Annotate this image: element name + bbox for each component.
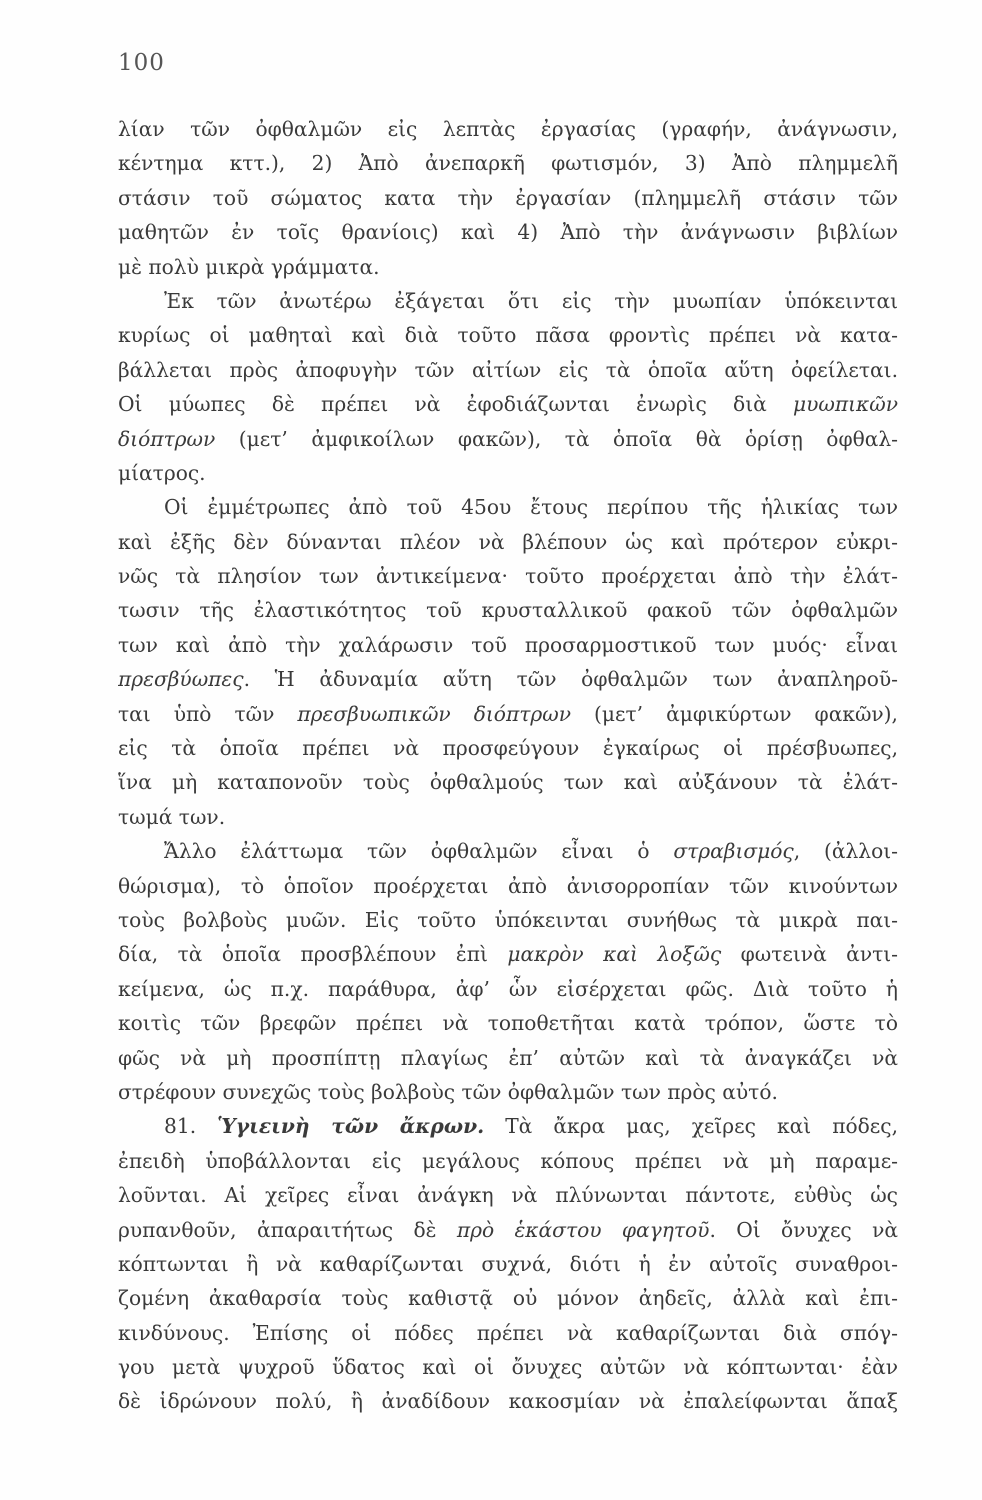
text-line: μίατρος.	[118, 460, 206, 485]
italic-term: πρεσβυωπικῶν διόπτρων	[297, 701, 571, 726]
italic-term: διόπτρων	[118, 426, 216, 451]
text-segment: δία, τὰ ὁποῖα προσβλέπουν ἐπὶ	[118, 942, 508, 967]
text-line: νῶς τὰ πλησίον των ἀντικείμενα· τοῦτο προέρχεται ἀπὸ τὴν ἐλάτ-	[118, 564, 898, 589]
italic-term: πρεσβύωπες	[118, 667, 244, 692]
italic-term: μακρὸν καὶ λοξῶς	[507, 942, 722, 967]
text-line: λοῦνται. Αἱ χεῖρες εἶναι ἀνάγκη νὰ πλύνωνται πάντοτε, εὐθὺς ὡς	[118, 1183, 898, 1208]
text-line: κείμενα, ὡς π.χ. παράθυρα, ἀφ’ ὧν εἰσέρχεται φῶς. Διὰ τοῦτο ἡ	[118, 976, 898, 1001]
page-number: 100	[118, 50, 165, 76]
text-line: ἐπειδὴ ὑποβάλλονται εἰς μεγάλους κόπους πρέπει νὰ μὴ παραμε-	[118, 1148, 898, 1173]
text-line: τοὺς βολβοὺς μυῶν. Εἰς τοῦτο ὑπόκεινται συνήθως τὰ μικρὰ παι-	[118, 907, 898, 932]
text-line: τωμά των.	[118, 804, 226, 829]
text-segment: . Οἱ ὄνυχες νὰ	[709, 1217, 898, 1242]
text-line	[118, 422, 898, 456]
italic-term: στραβισμός	[673, 839, 794, 864]
text-segment: φωτεινὰ ἀντι-	[721, 942, 898, 967]
text-segment: (μετ’ ἀμφικοίλων φακῶν), τὰ ὁποῖα θὰ ὁρίσῃ ὀφθαλ-	[215, 426, 898, 451]
text-line: βάλλεται πρὸς ἀποφυγὴν τῶν αἰτίων εἰς τὰ ὁποῖα αὕτη ὀφείλεται.	[118, 357, 898, 382]
text-line: στρέφουν συνεχῶς τοὺς βολβοὺς τῶν ὀφθαλμῶν των πρὸς αὐτό.	[118, 1079, 778, 1104]
section-title: Ὑγιεινὴ τῶν ἄκρων.	[217, 1114, 485, 1139]
text-line: εἰς τὰ ὁποῖα πρέπει νὰ προσφεύγουν ἐγκαίρως οἱ πρέσβυωπες,	[118, 736, 898, 761]
paragraph-start-line: Οἱ ἐμμέτρωπες ἀπὸ τοῦ 45ου ἔτους περίπου τῆς ἡλικίας των	[164, 495, 898, 520]
text-line: μαθητῶν ἐν τοῖς θρανίοις) καὶ 4) Ἀπὸ τὴν ἀνάγνωσιν βιβλίων	[118, 220, 898, 245]
text-segment: , (ἀλλοι-	[793, 839, 898, 864]
paragraph-start-line	[118, 834, 898, 868]
text-line: λίαν τῶν ὀφθαλμῶν εἰς λεπτὰς ἐργασίας (γραφήν, ἀνάγνωσιν,	[118, 117, 898, 141]
text-line: θώρισμα), τὸ ὁποῖον προέρχεται ἀπὸ ἀνισορροπίαν τῶν κινούντων	[118, 873, 898, 898]
section-heading-line	[118, 1109, 898, 1143]
text-line: ζομένη ἀκαθαρσία τοὺς καθιστᾷ οὐ μόνον ἀηδεῖς, ἀλλὰ καὶ ἐπι-	[118, 1286, 898, 1311]
text-line: φῶς νὰ μὴ προσπίπτῃ πλαγίως ἐπ’ αὐτῶν καὶ τὰ ἀναγκάζει νὰ	[118, 1045, 898, 1070]
text-segment: . Ἡ ἀδυναμία αὕτη τῶν ὀφθαλμῶν των ἀναπληροῦ-	[243, 667, 898, 692]
italic-term: πρὸ ἑκάστου φαγητοῦ	[456, 1217, 710, 1242]
text-line	[118, 937, 898, 971]
text-segment: Τὰ ἄκρα μας, χεῖρες καὶ πόδες,	[484, 1114, 898, 1139]
text-segment: ται ὑπὸ τῶν	[118, 701, 298, 726]
text-line: κινδύνους. Ἐπίσης οἱ πόδες πρέπει νὰ καθαρίζωνται διὰ σπόγ-	[118, 1320, 898, 1345]
text-line: στάσιν τοῦ σώματος κατα τὴν ἐργασίαν (πλημμελῆ στάσιν τῶν	[118, 185, 898, 210]
text-line: καὶ ἐξῆς δὲν δύνανται πλέον νὰ βλέπουν ὡς καὶ πρότερον εὐκρι-	[118, 529, 898, 554]
body-text	[118, 112, 898, 1419]
text-line	[118, 1213, 898, 1247]
text-segment: (μετ’ ἀμφικύρτων φακῶν),	[570, 701, 898, 726]
text-segment: Οἱ μύωπες δὲ πρέπει νὰ ἐφοδιάζωνται ἐνωρὶς διὰ	[118, 392, 793, 417]
text-line: τωσιν τῆς ἐλαστικότητος τοῦ κρυσταλλικοῦ φακοῦ τῶν ὀφθαλμῶν	[118, 598, 898, 623]
text-line: κοιτὶς τῶν βρεφῶν πρέπει νὰ τοποθετῆται κατὰ τρόπον, ὥστε τὸ	[118, 1011, 898, 1036]
text-line: κόπτωνται ἢ νὰ καθαρίζωνται συχνά, διότι ἡ ἐν αὐτοῖς συναθροι-	[118, 1251, 898, 1276]
section-number: 81.	[164, 1114, 218, 1139]
text-line	[118, 662, 898, 696]
text-line: των καὶ ἀπὸ τὴν χαλάρωσιν τοῦ προσαρμοστικοῦ των μυός· εἶναι	[118, 632, 898, 657]
text-line: ἵνα μὴ καταπονοῦν τοὺς ὀφθαλμούς των καὶ αὐξάνουν τὰ ἐλάτ-	[118, 770, 898, 795]
text-line: κυρίως οἱ μαθηταὶ καὶ διὰ τοῦτο πᾶσα φροντὶς πρέπει νὰ κατα-	[118, 323, 898, 348]
text-line: μὲ πολὺ μικρὰ γράμματα.	[118, 254, 380, 279]
italic-term: μυωπικῶν	[792, 392, 898, 417]
text-segment: Ἄλλο ἐλάττωμα τῶν ὀφθαλμῶν εἶναι ὁ	[164, 839, 674, 864]
text-line	[118, 697, 898, 731]
text-line	[118, 387, 898, 421]
paragraph-start-line: Ἐκ τῶν ἀνωτέρω ἐξάγεται ὅτι εἰς τὴν μυωπίαν ὑπόκεινται	[164, 288, 898, 313]
text-line: δὲ ἱδρώνουν πολύ, ἢ ἀναδίδουν κακοσμίαν νὰ ἐπαλείφωνται ἅπαξ	[118, 1389, 898, 1414]
text-segment: ρυπανθοῦν, ἀπαραιτήτως δὲ	[118, 1217, 457, 1242]
text-line: κέντημα κττ.), 2) Ἀπὸ ἀνεπαρκῆ φωτισμόν, 3) Ἀπὸ πλημμελῆ	[118, 151, 898, 176]
text-line: γου μετὰ ψυχροῦ ὕδατος καὶ οἱ ὄνυχες αὐτῶν νὰ κόπτωνται· ἐὰν	[118, 1355, 898, 1380]
